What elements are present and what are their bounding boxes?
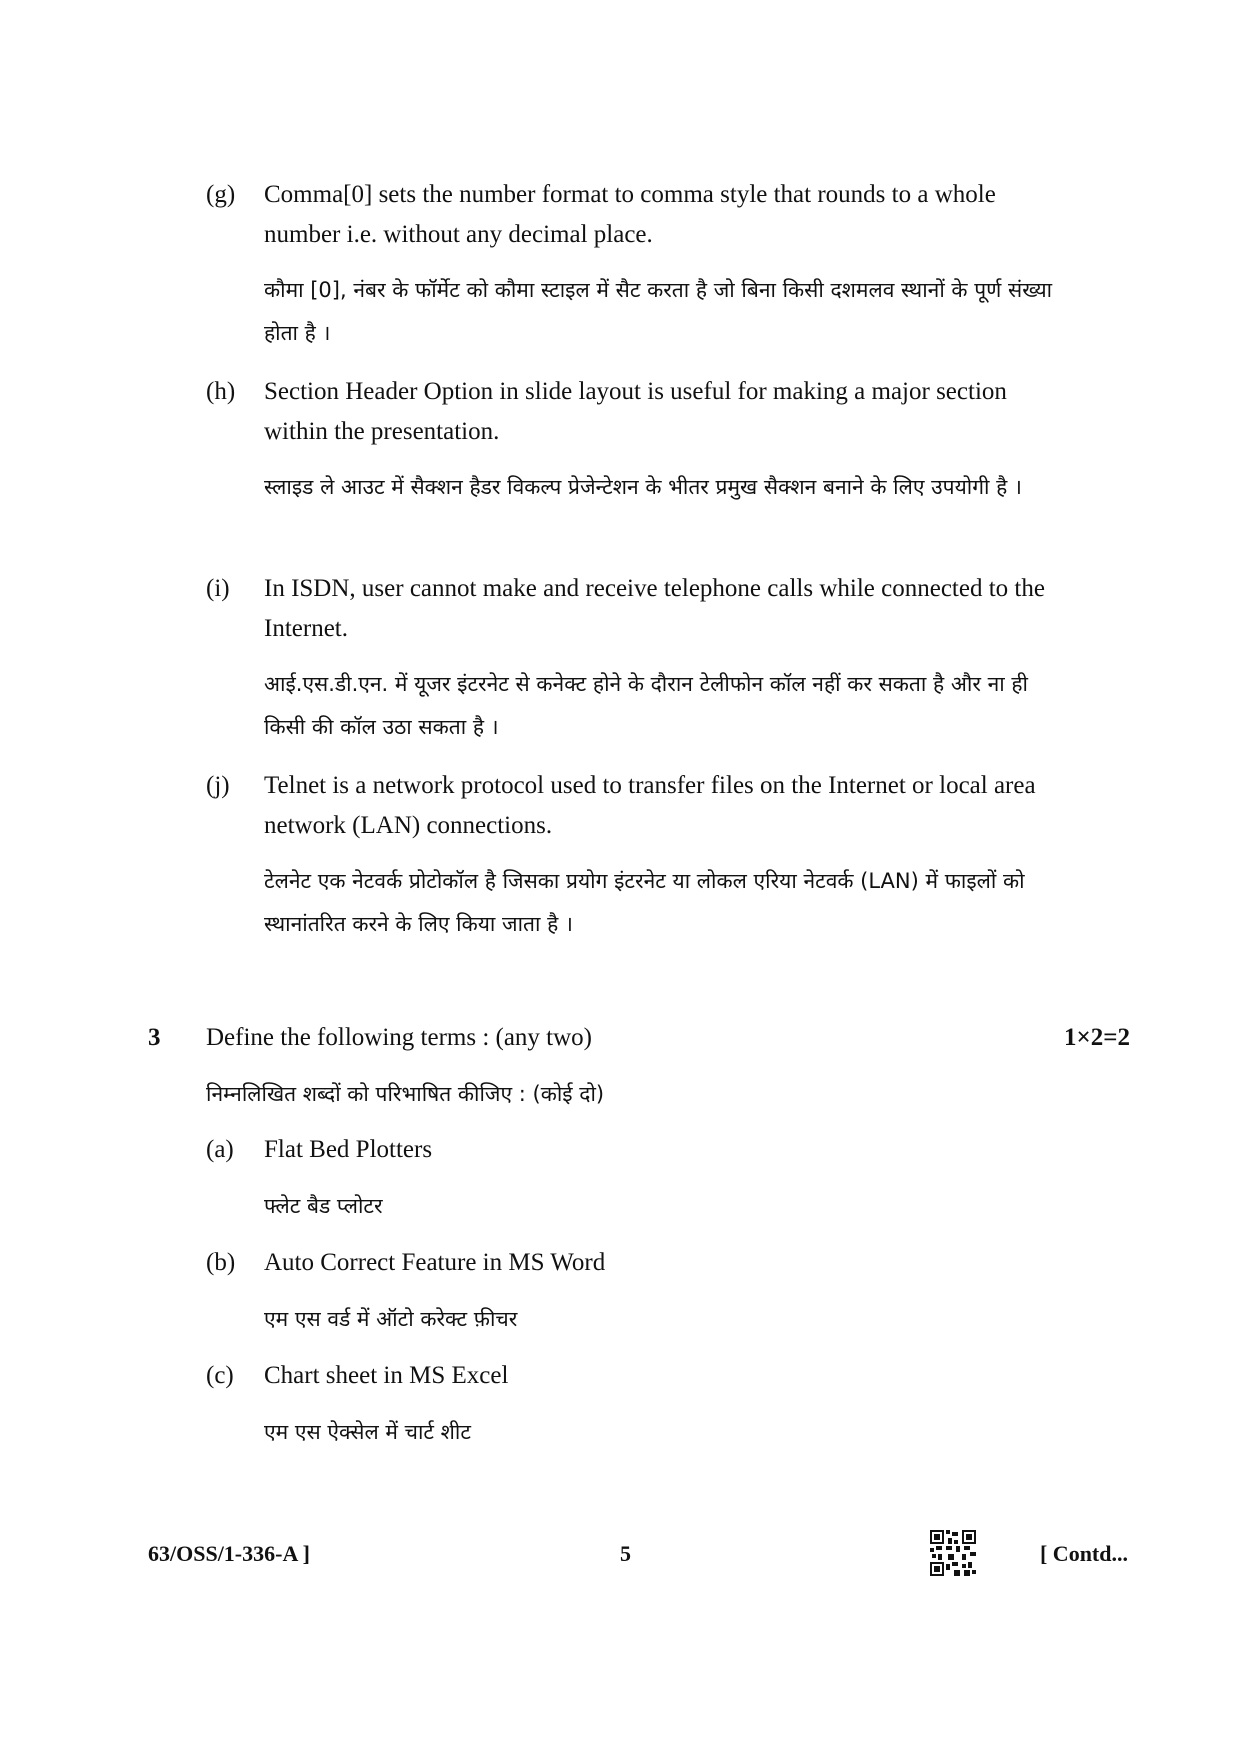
sub-english-text: Auto Correct Feature in MS Word xyxy=(264,1249,606,1276)
answer-item-j xyxy=(206,766,1066,946)
sub-label: (c) xyxy=(206,1362,234,1389)
item-english-text: Comma[0] sets the number format to comma style that rounds to a whole number i.e. without any decimal place. xyxy=(264,181,996,248)
item-label: (i) xyxy=(206,575,230,602)
item-label: (g) xyxy=(206,181,236,208)
answer-item-h xyxy=(206,372,1066,509)
page-footer xyxy=(0,1534,1240,1574)
question-marks: 1×2=2 xyxy=(1064,1024,1130,1051)
sub-label: (a) xyxy=(206,1136,234,1163)
item-hindi-text: कौमा [0], नंबर के फॉर्मेट को कौमा स्टाइल में सैट करता है जो बिना किसी दशमलव स्थानों के पूर्ण संख्या होता है । xyxy=(264,278,1053,345)
paper-code: 63/OSS/1-336-A ] xyxy=(148,1541,310,1566)
sub-item-c xyxy=(206,1356,1066,1452)
answer-item-i xyxy=(206,569,1066,749)
item-english-text: Telnet is a network protocol used to transfer files on the Internet or local area network (LAN) connections. xyxy=(264,772,1036,839)
question-text: Define the following terms : (any two) xyxy=(206,1024,593,1051)
item-label: (j) xyxy=(206,772,230,799)
item-label: (h) xyxy=(206,378,236,405)
sub-item-b xyxy=(206,1243,1066,1339)
qr-code-icon xyxy=(930,1530,976,1576)
sub-english-text: Chart sheet in MS Excel xyxy=(264,1362,509,1389)
item-english-text: In ISDN, user cannot make and receive telephone calls while connected to the Internet. xyxy=(264,575,1045,642)
sub-item-a xyxy=(206,1130,1066,1226)
page-number: 5 xyxy=(620,1541,631,1566)
item-hindi-text: टेलनेट एक नेटवर्क प्रोटोकॉल है जिसका प्रयोग इंटरनेट या लोकल एरिया नेटवर्क (LAN) में फाइलों को स्थानांतरित करने के लिए किया जाता है । xyxy=(264,869,1025,936)
sub-hindi-text: एम एस वर्ड में ऑटो करेक्ट फ़ीचर xyxy=(264,1307,518,1331)
continued-label: [ Contd... xyxy=(1039,1541,1128,1566)
question-number: 3 xyxy=(148,1024,161,1051)
item-english-text: Section Header Option in slide layout is useful for making a major section within the presentation. xyxy=(264,378,1007,445)
sub-hindi-text: फ्लेट बैड प्लोटर xyxy=(264,1194,383,1218)
item-hindi-text: आई.एस.डी.एन. में यूजर इंटरनेट से कनेक्ट होने के दौरान टेलीफोन कॉल नहीं कर सकता है और ना ही किसी की कॉल उठा सकता है । xyxy=(264,672,1028,739)
question-hindi-text: निम्नलिखित शब्दों को परिभाषित कीजिए : (कोई दो) xyxy=(206,1082,605,1106)
answer-item-g xyxy=(206,175,1066,355)
sub-english-text: Flat Bed Plotters xyxy=(264,1136,433,1163)
sub-label: (b) xyxy=(206,1249,236,1276)
item-hindi-text: स्लाइड ले आउट में सैक्शन हैडर विकल्प प्रेजेन्टेशन के भीतर प्रमुख सैक्शन बनाने के लिए उपयोगी है । xyxy=(264,475,1022,499)
sub-hindi-text: एम एस ऐक्सेल में चार्ट शीट xyxy=(264,1420,471,1444)
